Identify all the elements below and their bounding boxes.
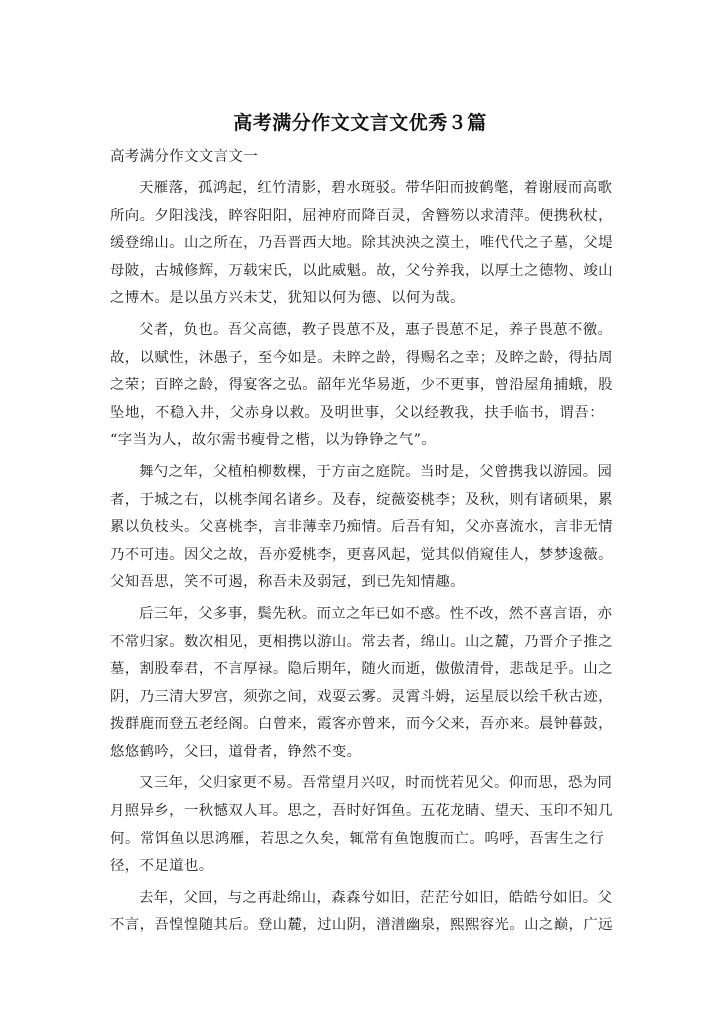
paragraph-line: 悠悠鹤吟，父曰，道骨者，铮然不变。 xyxy=(110,743,362,760)
essay-paragraph xyxy=(110,770,613,880)
paragraph-line: 累以负枝头。父喜桃李，言非薄幸乃痴情。后吾有知，父亦喜流水，言非无情 xyxy=(110,519,613,536)
essay-paragraph xyxy=(110,175,613,313)
paragraph-line: 阴，乃三清大罗宫，须弥之间，戏耍云雾。灵霄斗姆，运星辰以绘千秋古迹， xyxy=(110,688,613,705)
paragraph-line: 何。常饵鱼以思鸿雁，若思之久矣，辄常有鱼饱腹而亡。呜呼，吾害生之行 xyxy=(110,830,604,847)
essay-subtitle: 高考满分作文文言文一 xyxy=(110,149,258,165)
paragraph-line: 父者，负也。吾父高德，教子畏葸不及，惠子畏葸不足，养子畏葸不徼。 xyxy=(139,321,613,338)
paragraph-line: 之荣；百睟之龄，得宴客之弘。韶年光华易逝，少不更事，曾沿屋角捕蛾，股 xyxy=(110,377,613,394)
paragraph-line: 天雁落，孤鸿起，红竹清影，碧水斑驳。带华阳而披鹤氅，着谢屐而高歌 xyxy=(139,180,613,196)
paragraph-line: 者，于城之右，以桃李闻名诸乡。及春，绽薇姿桃李；及秋，则有诸硕果，累 xyxy=(110,491,613,508)
document-title: 高考满分作文文言文优秀３篇 xyxy=(233,112,487,134)
paragraph-line: 拨群鹿而登五老经阁。白曾来，霞客亦曾来，而今父来，吾亦来。晨钟暮鼓， xyxy=(110,716,613,733)
paragraph-line: 墓，割股奉君，不言厚禄。隐后期年，随火而逝，傲傲清骨，悲哉足乎。山之 xyxy=(110,661,613,678)
paragraph-line: 乃不可违。因父之故，吾亦爱桃李，更喜风起，觉其似俏窥佳人，梦梦逡薇。 xyxy=(110,546,613,563)
essay-paragraph xyxy=(110,885,613,940)
paragraph-line: 坠地，不稳入井，父赤身以救。及明世事，父以经教我，扶手临书，谓吾： xyxy=(110,404,604,421)
paragraph-line: 月照异乡，一秋憾双人耳。思之，吾时好饵鱼。五花龙睛、望天、玉印不知几 xyxy=(110,803,613,820)
essay-paragraph xyxy=(110,601,613,767)
paragraph-line: 径，不足道也。 xyxy=(110,858,214,875)
essay-paragraph xyxy=(110,317,613,455)
essay-body xyxy=(110,175,613,944)
paragraph-line: “字当为人，故尔需书瘦骨之楷，以为铮铮之气”。 xyxy=(110,432,437,449)
paragraph-line: 父知吾思，笑不可遏，称吾未及弱冠，到已先知情趣。 xyxy=(110,574,465,591)
paragraph-line: 不言，吾惶惶随其后。登山麓，过山阴，潽潽幽泉，熙熙容光。山之巅，广远 xyxy=(110,917,613,934)
paragraph-line: 舞勺之年，父植柏柳数棵，于方亩之庭院。当时是，父曾携我以游园。园 xyxy=(139,463,613,480)
paragraph-line: 母陂，古城修辉，万载宋氏，以此威魁。故，父兮养我，以厚土之德物、竣山 xyxy=(110,262,613,279)
paragraph-line: 又三年，父归家更不易。吾常望月兴叹，时而恍若见父。仰而思，恐为同 xyxy=(139,775,613,792)
essay-paragraph xyxy=(110,459,613,597)
paragraph-line: 去年，父回，与之再赴绵山，森森兮如旧，茫茫兮如旧，皓皓兮如旧。父 xyxy=(139,889,613,906)
paragraph-line: 缓登绵山。山之所在，乃吾晋西大地。除其泱泱之漠土，唯代代之子墓，父堤 xyxy=(110,235,613,252)
paragraph-line: 故，以赋性，沐愚子，至今如是。未睟之龄，得赐名之幸；及睟之龄，得拈周 xyxy=(110,349,613,366)
paragraph-line: 之博木。是以虽方兴未艾，犹知以何为德、以何为哉。 xyxy=(110,290,465,307)
paragraph-line: 不常归家。数次相见，更相携以游山。常去者，绵山。山之麓，乃晋介子推之 xyxy=(110,633,613,650)
paragraph-line: 所向。夕阳浅浅，睟容阳阳，屈神府而降百灵，舍簪笏以求清萍。便携秋杖， xyxy=(110,207,613,224)
paragraph-line: 后三年，父多事，鬓先秋。而立之年已如不惑。性不改，然不喜言语，亦 xyxy=(139,605,613,622)
